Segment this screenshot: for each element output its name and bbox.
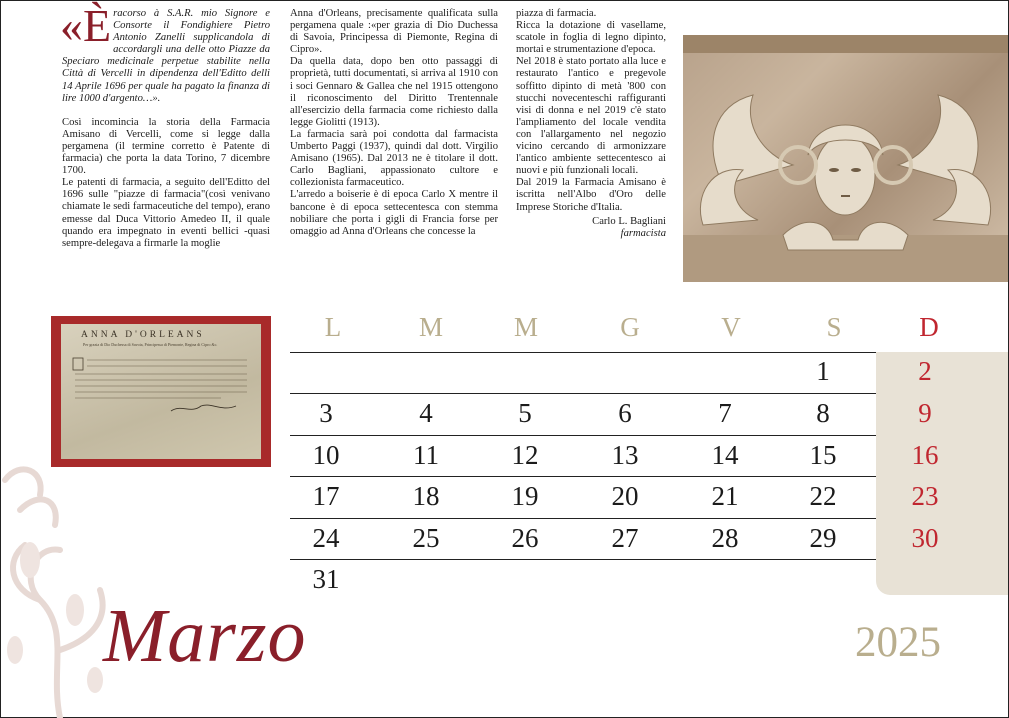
paragraph: Ricca la dotazione di vasellame, scatole in foglia di legno dipinto, mortai e strumentazione d'epoca. — [516, 20, 666, 56]
weekday-header: L — [324, 312, 342, 342]
calendar-day: 3 — [319, 398, 333, 428]
calendar-day: 1 — [816, 356, 830, 386]
paragraph: Dal 2019 la Farmacia Amisano è iscritta nell'Albo d'Oro delle Imprese Storiche d'Italia. — [516, 177, 666, 213]
calendar-day-sunday: 2 — [918, 356, 932, 386]
sunday-column-background — [876, 352, 1008, 595]
parchment — [61, 324, 261, 459]
row-divider — [290, 559, 876, 560]
opening-quote-mark: «È — [60, 0, 112, 51]
document-subtitle: Per grazia di Dio Duchessa di Savoia, Principessa di Piemonte, Regina di Cipro &c. — [83, 342, 218, 347]
calendar-day: 10 — [312, 440, 340, 470]
calendar-day: 12 — [511, 440, 539, 470]
year: 2025 — [855, 619, 941, 666]
intro-text: racorso à S.A.R. mio Signore e Consorte il Fondighiere Pietro Antonio Zanelli supplicandola di accordargli una delle otto Piazze da Speciaro medicinale perpetue stabilite nella Città di Vercelli in dipendenza dell'Editto delli 14 Aprile 1696 per quale ha pagato la finanza di lire 1000 d'argento…». — [62, 8, 270, 104]
row-divider — [290, 352, 876, 353]
calendar-day: 13 — [611, 440, 639, 470]
weekday-header: M — [418, 312, 443, 342]
calendar-day-sunday: 16 — [911, 440, 939, 470]
month-name: Marzo — [103, 594, 307, 678]
handwriting-lines — [71, 356, 251, 416]
text-column-3 — [516, 8, 666, 240]
paragraph: Così incomincia la storia della Farmacia Amisano di Vercelli, come si legge dalla pergamena (il termine corretto è Patente di farmacia) che porta la data Torino, 7 dicembre 1700. — [62, 116, 270, 177]
calendar-day: 28 — [711, 523, 739, 553]
weekday-header: M — [513, 312, 538, 342]
weekday-header: G — [620, 312, 640, 342]
row-divider — [290, 435, 876, 436]
calendar-day: 17 — [312, 481, 340, 511]
paragraph: Da quella data, dopo ben otto passaggi di proprietà, tutti documentati, si arriva al 1910 con i soci Gennaro & Gallea che nel 1915 ottengono il riconoscimento del Diritto Trentennale all'esercizio della farmacia come richiesto dalla legge Giolitti (1913). — [290, 56, 498, 128]
signature-role: farmacista — [620, 227, 666, 239]
calendar-day-sunday: 9 — [918, 398, 932, 428]
calendar-day: 29 — [809, 523, 837, 553]
patent-document-image — [51, 316, 271, 467]
row-divider — [290, 518, 876, 519]
calendar-day: 5 — [518, 398, 532, 428]
calendar-day: 14 — [711, 440, 739, 470]
stucco-face-photo — [683, 35, 1008, 282]
paragraph: Le patenti di farmacia, a seguito dell'Editto del 1696 sulle "piazze di farmacia"(così venivano chiamate le sedi farmaceutiche del tempo), erano emesse dal Duca Vittorio Amedeo II, il quale quando era impegnato in eventi bellici -quasi sempre-delegava a firmarle la moglie — [62, 177, 270, 249]
calendar-day: 31 — [312, 564, 340, 594]
calendar-day: 21 — [711, 481, 739, 511]
document-title: ANNA D'ORLEANS — [81, 330, 205, 340]
calendar-day: 27 — [611, 523, 639, 553]
calendar-day: 24 — [312, 523, 340, 553]
text-column-1 — [60, 0, 270, 250]
paragraph: Anna d'Orleans, precisamente qualificata sulla pergamena quale :«per grazia di Dio Duchessa di Savoia, Principessa di Piemonte, Regina di Cipro». — [290, 8, 498, 56]
text-column-2 — [290, 8, 498, 238]
paragraph: L'arredo a boiserie è di epoca Carlo X mentre il bancone è di epoca settecentesca con stemma nobiliare che porta i gigli di Francia forse per omaggio ad Anna d'Orleans che concesse la — [290, 189, 498, 237]
row-divider — [290, 393, 876, 394]
intro-quote — [60, 0, 270, 105]
weekday-header: V — [721, 312, 741, 342]
calendar-day: 22 — [809, 481, 837, 511]
calendar-day: 26 — [511, 523, 539, 553]
calendar-day: 20 — [611, 481, 639, 511]
calendar-day: 6 — [618, 398, 632, 428]
calendar-day-sunday: 23 — [911, 481, 939, 511]
calendar-day: 4 — [419, 398, 433, 428]
signature-name: Carlo L. Bagliani — [592, 215, 666, 227]
paragraph: Nel 2018 è stato portato alla luce e restaurato l'antico e pregevole soffitto dipinto di metà '800 con stucchi novecenteschi raffiguranti visi di donna e nel 2019 c'è stato l'ampliamento del locale vendita con l'allargamento nel negozio vicino cercando di armonizzare l'antico ambiente settecentesco ai nuovi e più funzionali locali. — [516, 56, 666, 177]
calendar-day: 8 — [816, 398, 830, 428]
paragraph: piazza di farmacia. — [516, 8, 597, 19]
paragraph: La farmacia sarà poi condotta dal farmacista Umberto Paggi (1937), quindi dal dott. Virgilio Amisano (1965). Dal 2013 ne è titolare il dott. Carlo Bagliani, appassionato cultore e collezionista farmaceutico. — [290, 128, 498, 189]
calendar-day: 15 — [809, 440, 837, 470]
calendar-day-sunday: 30 — [911, 523, 939, 553]
weekday-header: S — [826, 312, 842, 342]
calendar-day: 19 — [511, 481, 539, 511]
calendar-day: 7 — [718, 398, 732, 428]
calendar-grid — [290, 312, 1008, 602]
calendar-day: 11 — [413, 440, 439, 470]
calendar-day: 18 — [412, 481, 440, 511]
row-divider — [290, 476, 876, 477]
calendar-day: 25 — [412, 523, 440, 553]
weekday-header-sunday: D — [919, 312, 939, 342]
